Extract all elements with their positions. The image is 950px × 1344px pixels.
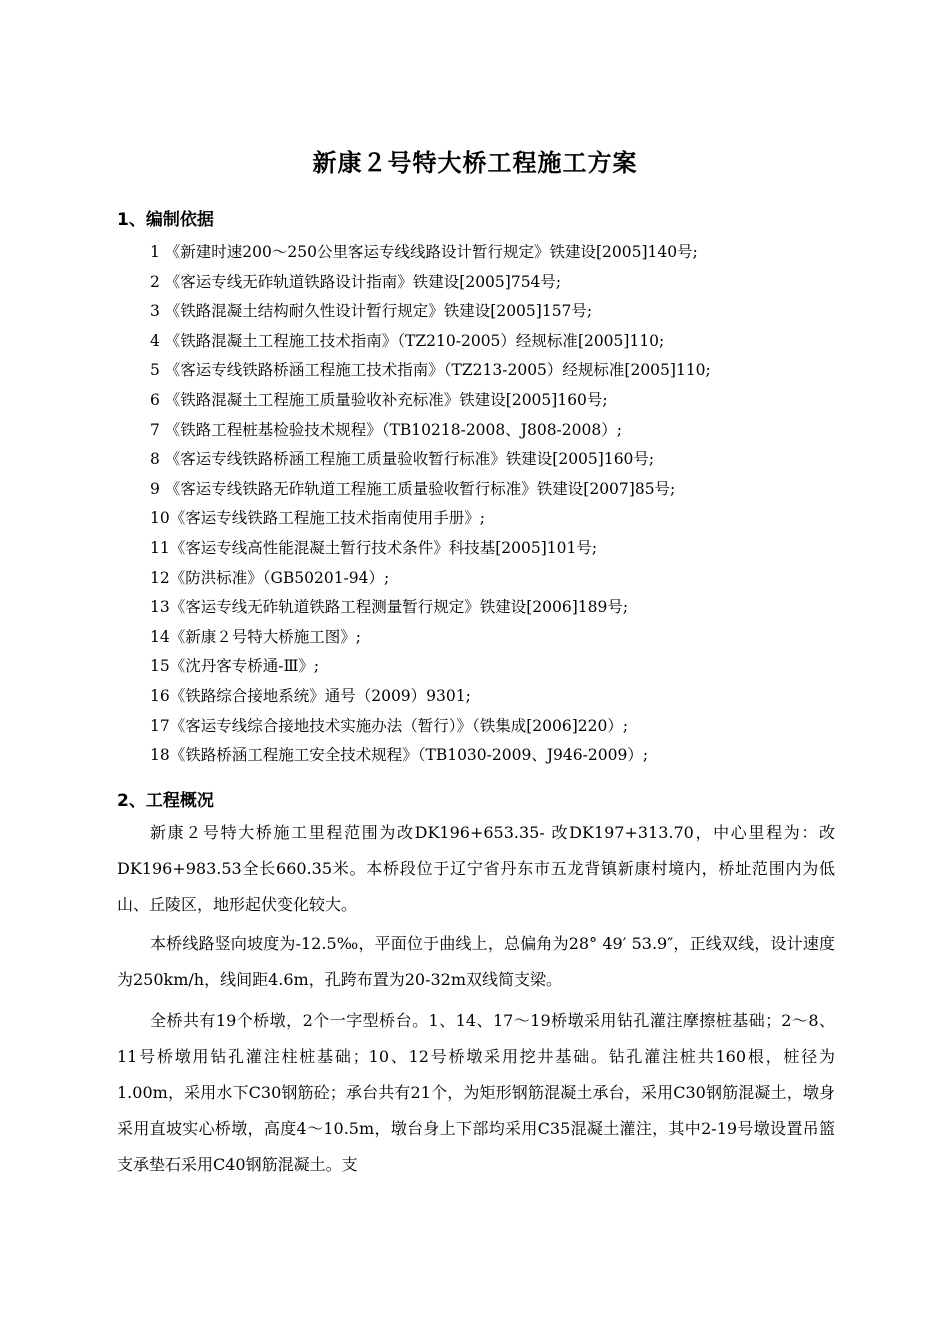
reference-item: 1 《新建时速200～250公里客运专线线路设计暂行规定》铁建设[2005]140号; [150, 243, 698, 261]
section-heading-overview: 2、工程概况 [117, 791, 214, 811]
reference-item: 15《沈丹客专桥通-Ⅲ》; [150, 657, 320, 676]
reference-item: 11《客运专线高性能混凝土暂行技术条件》科技基[2005]101号; [150, 538, 598, 557]
reference-item: 4 《铁路混凝土工程施工技术指南》（TZ210-2005）经规标准[2005]110; [150, 331, 665, 350]
reference-item: 3 《铁路混凝土结构耐久性设计暂行规定》铁建设[2005]157号; [150, 302, 593, 321]
reference-item: 13《客运专线无砟轨道铁路工程测量暂行规定》铁建设[2006]189号; [150, 598, 629, 617]
reference-item: 18《铁路桥涵工程施工安全技术规程》（TB1030-2009、J946-2009）; [150, 746, 649, 765]
reference-item: 6 《铁路混凝土工程施工质量验收补充标准》铁建设[2005]160号; [150, 390, 608, 409]
overview-paragraph: 新康２号特大桥施工里程范围为改DK196+653.35- 改DK197+313.70，中心里程为：改DK196+983.53全长660.35米。本桥段位于辽宁省丹东市五龙背镇新康村境内，桥址范围内为低山、丘陵区，地形起伏变化较大。 [117, 823, 835, 914]
reference-item: 10《客运专线铁路工程施工技术指南使用手册》; [150, 509, 485, 528]
reference-item: 12《防洪标准》（GB50201-94）; [150, 568, 390, 587]
reference-item: 5 《客运专线铁路桥涵工程施工技术指南》（TZ213-2005）经规标准[2005]110; [150, 361, 711, 380]
reference-item: 2 《客运专线无砟轨道铁路设计指南》铁建设[2005]754号; [150, 272, 562, 291]
reference-item: 8 《客运专线铁路桥涵工程施工质量验收暂行标准》铁建设[2005]160号; [150, 450, 655, 469]
reference-item: 17《客运专线综合接地技术实施办法（暂行）》（铁集成[2006]220）; [150, 716, 629, 735]
document-title: 新康２号特大桥工程施工方案 [312, 149, 638, 177]
reference-item: 14《新康２号特大桥施工图》; [150, 627, 361, 646]
overview-paragraph: 本桥线路竖向坡度为-12.5‰，平面位于曲线上，总偏角为28° 49′ 53.9″，正线双线，设计速度为250km/h，线间距4.6m，孔跨布置为20-32m双线简支梁。 [117, 934, 835, 989]
overview-paragraph: 全桥共有19个桥墩，2个一字型桥台。1、14、17～19桥墩采用钻孔灌注摩擦桩基础；2～8、11号桥墩用钻孔灌注柱桩基础；10、12号桥墩采用挖井基础。钻孔灌注桩共160根，桩径为1.00m，采用水下C30钢筋砼；承台共有21个，为矩形钢筋混凝土承台，采用C30钢筋混凝土，墩身采用直坡实心桥墩，高度4～10.5m，墩台身上下部均采用C35混凝土灌注，其中2-19号墩设置吊篮支承垫石采用C40钢筋混凝土。支 [117, 1011, 835, 1174]
reference-list [150, 238, 850, 771]
reference-item: 7 《铁路工程桩基检验技术规程》（TB10218-2008、J808-2008）; [150, 420, 622, 439]
reference-item: 16《铁路综合接地系统》通号（2009）9301; [150, 686, 471, 705]
reference-item: 9 《客运专线铁路无砟轨道工程施工质量验收暂行标准》铁建设[2007]85号; [150, 479, 676, 498]
section-heading-basis: 1、编制依据 [117, 210, 214, 230]
